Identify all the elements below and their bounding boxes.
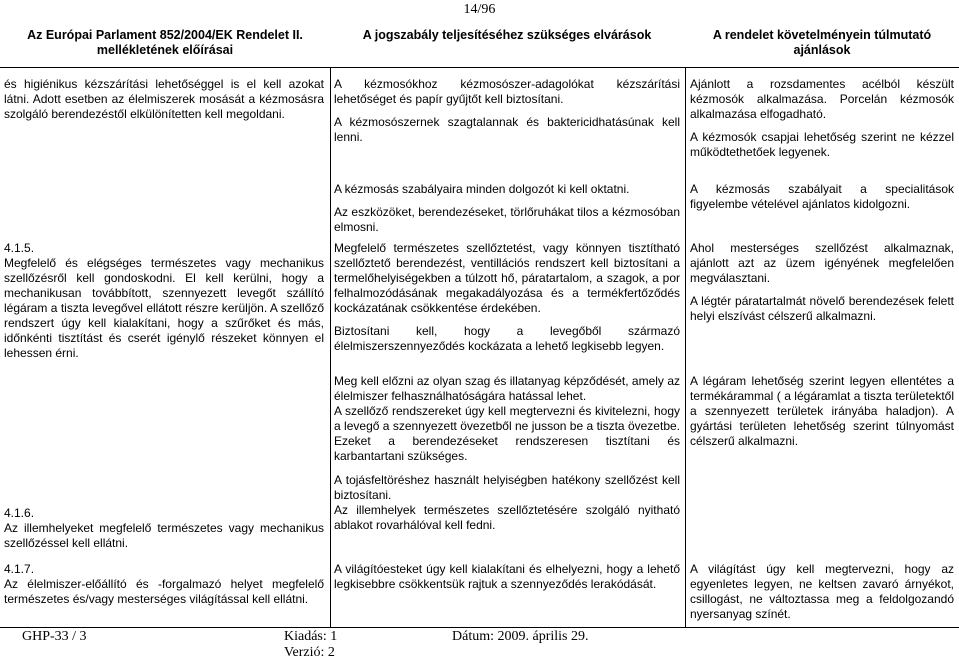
header-divider (0, 67, 959, 68)
col3-text: A kézmosók csapjai lehetőség szerint ne kézzel működtethetőek legyenek. (690, 130, 954, 159)
header-col1: Az Európai Parlament 852/2004/EK Rendelet II. mellékletének előírásai (27, 28, 303, 57)
col2-text: Az illemhelyek természetes szellőztetésére szolgáló nyitható ablakot rovarhálóval kell fedni. (334, 503, 680, 532)
col3-text: A világítást úgy kell megtervezni, hogy az egyenletes legyen, ne keltsen zavaró árnyékot, csillogást, ne változtassa meg a feldolgozandó nyersanyag színét. (690, 562, 954, 621)
col3-block-3 (690, 241, 954, 324)
col3-text: A kézmosás szabályait a specialitások figyelembe vételével ajánlatos kidolgozni. (690, 182, 954, 211)
col2-block-3 (334, 241, 680, 354)
header-col3: A rendelet követelményein túlmutató ajánlások (712, 28, 932, 57)
col2-block-6 (334, 562, 680, 592)
col2-text: A kézmosókhoz kézmosószer-adagolókat kézszárítási lehetőséget és papír gyűjtőt kell biztosítani. (334, 77, 680, 106)
footer-divider (0, 627, 959, 628)
col2-block-4 (334, 374, 680, 464)
col3-block-6 (690, 562, 954, 622)
col1-block-416 (4, 506, 324, 551)
col1-text: és higiénikus kézszárítási lehetőséggel is el kell azokat látni. Adott esetben az élelmiszerek mosását a kézmosásra szolgáló berendezéstől elkülönítetten kell megoldani. (4, 77, 324, 121)
col2-text: A kézmosás szabályaira minden dolgozót ki kell oktatni. (334, 182, 630, 196)
col2-text: A világítóesteket úgy kell kialakítani és elhelyezni, hogy a lehető legkisebbre csökkentsük rajtuk a szennyeződés lerakódását. (334, 562, 680, 591)
section-number: 4.1.6. (4, 506, 35, 520)
section-number: 4.1.5. (4, 241, 35, 255)
col1-block-handwash (4, 77, 324, 122)
col3-block-2 (690, 182, 954, 212)
footer-edition: Kiadás: 1 (284, 629, 338, 644)
col2-block-1 (334, 77, 680, 145)
column-divider-1 (330, 67, 331, 628)
col1-block-417 (4, 562, 324, 607)
col2-text: Meg kell előzni az olyan szag és illatanyag képződését, amely az élelmiszer felhasználhatóságára hatással lehet. (334, 374, 680, 403)
table-header (0, 28, 959, 66)
col2-text: A kézmosószernek szagtalannak és baktericidhatásúnak kell lenni. (334, 115, 680, 144)
col1-text: Az illemhelyeket megfelelő természetes vagy mechanikus szellőzéssel kell ellátni. (4, 521, 324, 550)
col2-block-5 (334, 473, 680, 533)
col3-block-1 (690, 77, 954, 160)
footer-doc-id: GHP-33 / 3 (22, 629, 87, 644)
col3-text: A légáram lehetőség szerint legyen ellentétes a termékárammal ( a légáramlat a tiszta területektől a szennyezett területek irányába haladjon). A gyártási területen lehetőség szerint túlnyomást célszerű alkalmazni. (690, 374, 954, 448)
footer-date: Dátum: 2009. április 29. (452, 629, 589, 644)
header-col2: A jogszabály teljesítéséhez szükséges elvárások (362, 28, 652, 42)
col3-text: Ahol mesterséges szellőzést alkalmaznak, ajánlott azt az üzem igényének megfelelően megválasztani. (690, 241, 954, 285)
col2-text: A szellőző rendszereket úgy kell megtervezni és kivitelezni, hogy a levegő a szennyezett övezetből ne jusson be a tiszta övezetbe. Ezeket a berendezéseket rendszeresen tisztítani és karbantartani szükséges. (334, 404, 680, 463)
col3-block-4 (690, 374, 954, 449)
col2-text: Biztosítani kell, hogy a levegőből származó élelmiszerszennyeződés kockázata a lehető legkisebb legyen. (334, 324, 680, 353)
section-number: 4.1.7. (4, 562, 35, 576)
column-divider-2 (685, 67, 686, 628)
col2-text: Az eszközöket, berendezéseket, törlőruhákat tilos a kézmosóban elmosni. (334, 205, 680, 234)
col2-text: Megfelelő természetes szellőztetést, vagy könnyen tisztítható szellőztető berendezést, ventillációs rendszert kell biztosítani a termelőhelyiségekben a túlzott hő, páratartalom, a szagok, a por felhalmozódásának megakadályozása és a termékfertőződés kockázatának csökkentése érdekében. (334, 241, 680, 315)
page-number: 14/96 (463, 2, 496, 17)
col2-text: A tojásfeltöréshez használt helyiségben hatékony szellőzést kell biztosítani. (334, 473, 680, 502)
col1-text: Megfelelő és elégséges természetes vagy mechanikus szellőzésről kell gondoskodni. El kell kerülni, hogy a mechanikusan továbbított, szennyezett levegőt szállító légáram a tiszta levegővel ellátott részre kerüljön. A szellőző rendszert úgy kell kialakítani, hogy a szűrőket és más, időnkénti tisztítást és cserét igénylő részeket könnyen el lehessen érni. (4, 256, 324, 360)
footer-version: Verzió: 2 (284, 645, 335, 660)
col3-text: Ajánlott a rozsdamentes acélból készült kézmosók alkalmazása. Porcelán kézmosók alkalmazása elfogadható. (690, 77, 954, 121)
col3-text: A légtér páratartalmát növelő berendezések felett helyi elszívást célszerű alkalmazni. (690, 294, 954, 323)
col2-block-2 (334, 182, 680, 235)
col1-text: Az élelmiszer-előállító és -forgalmazó helyet megfelelő természetes és/vagy mesterséges világítással kell ellátni. (4, 577, 324, 606)
col1-block-415 (4, 241, 324, 361)
